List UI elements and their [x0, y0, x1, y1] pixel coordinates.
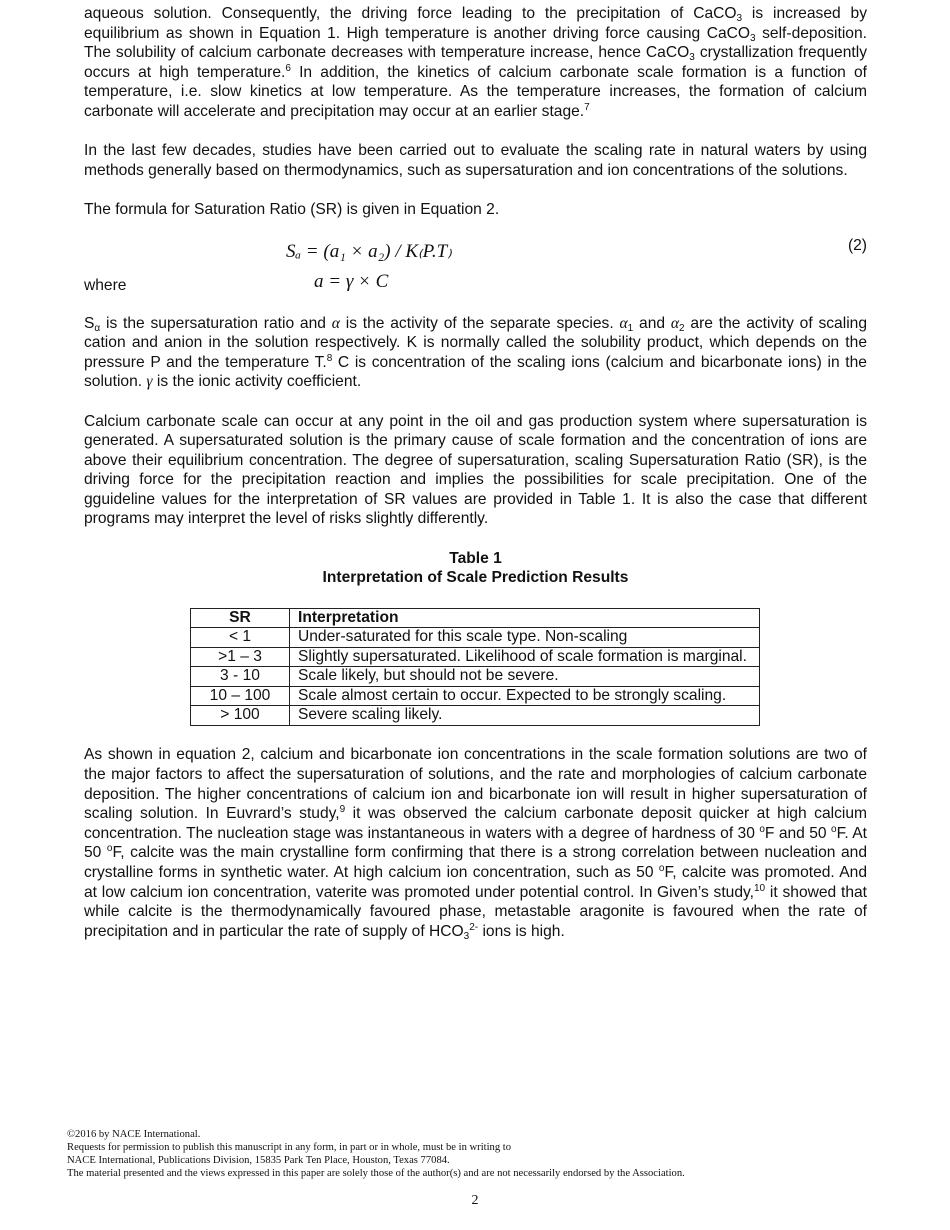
text-segment: F and 50 — [764, 824, 832, 842]
text-segment: In the last few decades, studies have been carried out to evaluate the scaling rate in natural waters by using methods generally based on thermodynamics, such as supersaturation and ion concentrations of the solutions. — [84, 142, 867, 179]
footer-address: NACE International, Publications Division, 15835 Park Ten Place, Houston, Texas 77084. — [67, 1155, 450, 1166]
text-segment: 6 — [285, 62, 291, 74]
interpretation-cell: Severe scaling likely. — [290, 706, 760, 726]
footer — [67, 1128, 685, 1180]
text-segment: In addition, the kinetics of calcium carbonate scale formation is a function of temperature, i.e. slow kinetics at low temperature. As the temperature increases, the formation of calcium carbonate will accelerate and precipitation may occur at an earlier stage. — [84, 63, 868, 120]
paragraph-temperature — [84, 4, 867, 122]
text-segment: o — [658, 863, 665, 874]
text-segment: o — [106, 843, 113, 855]
sr-cell: 3 - 10 — [191, 667, 290, 687]
interpretation-table — [190, 608, 760, 726]
text-segment: self-deposition. The solubility of calcium carbonate decreases with temperature increase, hence CaCO — [84, 24, 867, 62]
footer-disclaimer: The material presented and the views expressed in this paper are solely those of the author(s) and are not necessarily endorsed by the Association. — [67, 1168, 685, 1179]
text-segment: crystallization frequently occurs at high temperature. — [84, 44, 867, 81]
text-segment: α — [331, 314, 340, 332]
paragraph-formula-intro — [84, 200, 867, 220]
text-segment: it showed that while calcite is the thermodynamically favoured phase, metastable aragonite is favoured when the rate of precipitation and in particular the rate of supply of HCO — [84, 883, 868, 940]
header-sr: SR — [191, 608, 290, 628]
footer-permission: Requests for permission to publish this manuscript in any form, in part or in whole, must be in writing to — [67, 1142, 512, 1153]
table-header-row — [191, 608, 760, 628]
table-row — [191, 667, 760, 687]
equation-where — [84, 270, 867, 300]
text-segment: is increased by equilibrium as shown in Equation 1. High temperature is another driving force causing CaCO — [84, 5, 867, 42]
sr-cell: 10 – 100 — [191, 686, 290, 706]
text-segment: ions is high. — [478, 922, 565, 940]
text-segment: aqueous solution. Consequently, the driving force leading to the precipitation of CaCO — [84, 5, 737, 22]
text-segment: F, calcite was the main crystalline form confirming that there is a strong correlation between nucleation and crystalline forms in synthetic water. At high calcium ion concentration, such as 50 — [84, 844, 867, 881]
text-segment: 2 — [679, 322, 685, 334]
paragraph-definitions — [84, 314, 867, 392]
text-segment: α — [670, 314, 680, 332]
footer-copyright: ©2016 by NACE International. — [67, 1129, 201, 1140]
table-row — [191, 706, 760, 726]
sr-cell: >1 – 3 — [191, 647, 290, 667]
text-segment: S — [84, 314, 95, 332]
equation-2 — [84, 236, 867, 276]
text-segment: F, calcite was promoted. And at low calcium ion concentration, vaterite was promoted under potential control. In Given’s study, — [84, 864, 867, 901]
text-segment: o — [831, 823, 837, 835]
equation-math: Sₐ = (a₁ × a₂) / K₍P.T₎ — [286, 240, 452, 262]
text-segment: The formula for Saturation Ratio (SR) is given in Equation 2. — [84, 200, 500, 218]
header-interpretation: Interpretation — [290, 608, 760, 628]
page-number: 2 — [471, 1193, 479, 1208]
text-segment: 3 — [463, 930, 470, 942]
table-row — [191, 647, 760, 667]
text-segment: 7 — [584, 101, 590, 113]
text-segment: C is concentration of the scaling ions (calcium and bicarbonate ions) in the solution. — [84, 353, 867, 391]
text-segment: o — [759, 823, 765, 835]
text-segment: α — [619, 314, 628, 332]
interpretation-cell: Under-saturated for this scale type. Non-scaling — [290, 628, 760, 648]
text-segment: 8 — [326, 352, 333, 364]
page-body — [84, 4, 867, 941]
text-segment: 3 — [750, 32, 756, 44]
interpretation-cell: Scale likely, but should not be severe. — [290, 667, 760, 687]
interpretation-cell: Scale almost certain to occur. Expected to be strongly scaling. — [290, 686, 760, 706]
table-row — [191, 686, 760, 706]
paragraph-studies — [84, 141, 867, 180]
text-segment: γ — [146, 373, 153, 391]
text-segment: α — [94, 322, 101, 334]
text-segment: 3 — [736, 13, 743, 24]
sr-cell: > 100 — [191, 706, 290, 726]
paragraph-supersaturation — [84, 412, 867, 530]
table-title: Interpretation of Scale Prediction Results — [322, 569, 629, 587]
text-segment: and — [633, 314, 671, 332]
paragraph-concentration — [84, 745, 867, 941]
text-segment: is the supersaturation ratio and — [100, 314, 332, 332]
interpretation-cell: Slightly supersaturated. Likelihood of scale formation is marginal. — [290, 647, 760, 667]
sr-cell: < 1 — [191, 628, 290, 648]
text-segment: As shown in equation 2, calcium and bicarbonate ion concentrations in the scale formation solutions are two of the major factors to affect the supersaturation of solutions, and the rate and morphologies of calcium carbonate deposition. The higher concentrations of calcium ion and bicarbonate ion will result in higher supersaturation of scaling solution. In Euvrard’s study, — [84, 746, 867, 823]
text-segment: 10 — [754, 882, 766, 894]
text-segment: 3 — [689, 52, 695, 64]
where-label: where — [84, 276, 127, 294]
text-segment: 1 — [627, 322, 634, 334]
text-segment: is the activity of the separate species. — [339, 314, 620, 332]
text-segment: are the activity of scaling cation and anion in the solution respectively. K is normally called the solubility product, which depends on the pressure P and the temperature T. — [84, 314, 868, 371]
text-segment: 2- — [469, 921, 479, 933]
text-segment: Calcium carbonate scale can occur at any point in the oil and gas production system where supersaturation is generated. A supersaturated solution is the primary cause of scale formation and the concentration of ions are above their equilibrium concentration. The degree of supersaturation, scaling Supersaturation Ratio (SR), is the driving force for the precipitation reaction and implies the possibilities for scale precipitation. One of the gguideline values for the interpretation of SR values are provided in Table 1. It is also the case that different programs may interpret the level of risks slightly differently. — [84, 412, 867, 528]
text-segment: 9 — [339, 804, 346, 816]
table-row — [191, 628, 760, 648]
text-segment: it was observed the calcium carbonate deposit quicker at high calcium concentration. The nucleation stage was instantaneous in waters with a degree of hardness of 30 — [84, 805, 868, 842]
table-caption: Table 1 — [449, 549, 502, 567]
equation-number: (2) — [847, 236, 867, 254]
text-segment: F. At 50 — [84, 824, 867, 862]
text-segment: is the ionic activity coefficient. — [152, 373, 362, 391]
where-math: a = γ × C — [314, 270, 389, 292]
